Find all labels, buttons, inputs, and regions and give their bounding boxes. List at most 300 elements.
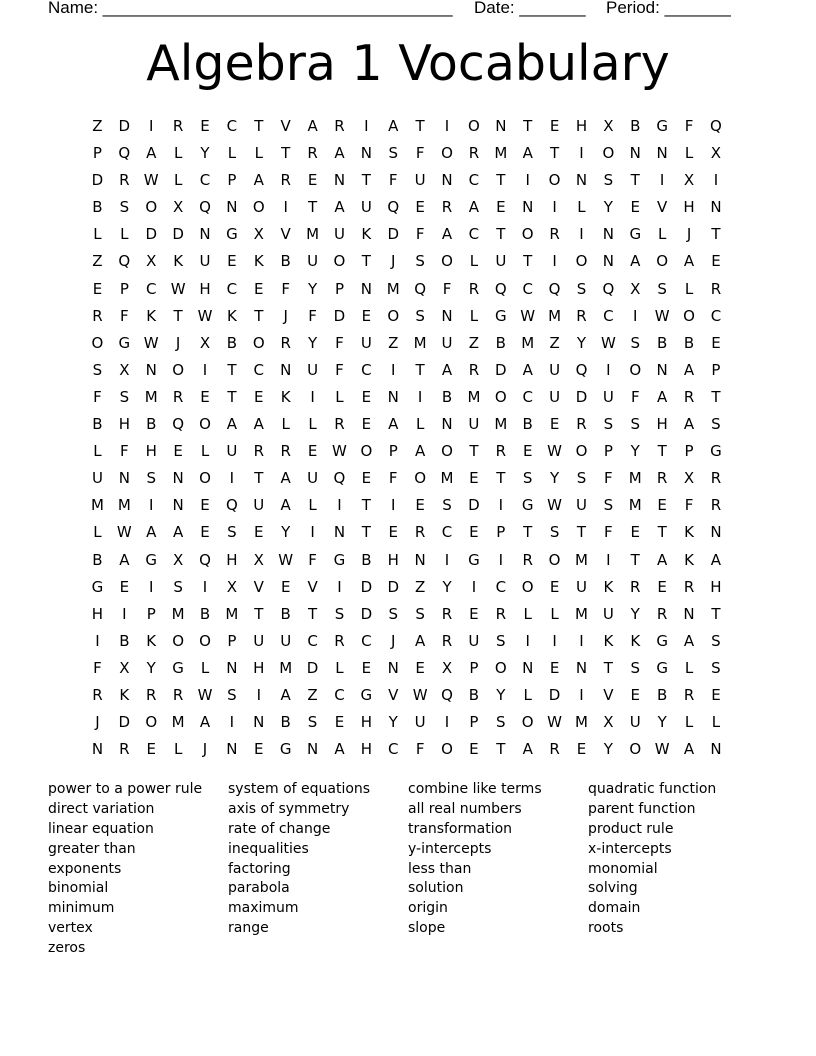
grid-letter[interactable]: A (334, 144, 345, 163)
grid-letter[interactable]: I (202, 360, 208, 379)
grid-letter[interactable]: D (575, 387, 588, 406)
grid-letter[interactable]: S (442, 496, 452, 515)
grid-letter[interactable]: B (522, 415, 533, 434)
grid-letter[interactable]: A (146, 523, 157, 542)
grid-letter[interactable]: O (252, 198, 265, 217)
grid-letter[interactable]: O (441, 252, 453, 271)
grid-letter[interactable]: X (172, 198, 184, 217)
grid-letter[interactable]: J (175, 333, 181, 352)
grid-letter[interactable]: K (603, 631, 614, 650)
grid-letter[interactable]: M (117, 496, 131, 515)
grid-letter[interactable]: T (254, 604, 264, 623)
grid-letter[interactable]: P (388, 442, 398, 461)
grid-letter[interactable]: N (441, 415, 453, 434)
grid-letter[interactable]: D (387, 577, 400, 596)
grid-letter[interactable]: F (684, 117, 694, 135)
grid-letter[interactable]: A (253, 415, 264, 434)
grid-letter[interactable]: R (92, 685, 103, 704)
grid-letter[interactable]: E (200, 496, 210, 515)
grid-letter[interactable]: N (575, 658, 588, 677)
grid-letter[interactable]: G (145, 550, 158, 569)
grid-letter[interactable]: S (711, 415, 721, 434)
grid-letter[interactable]: L (120, 225, 129, 244)
grid-letter[interactable]: C (361, 631, 372, 650)
grid-letter[interactable]: I (579, 144, 584, 163)
grid-letter[interactable]: M (548, 306, 562, 325)
grid-letter[interactable]: C (145, 279, 157, 298)
grid-letter[interactable]: U (307, 360, 319, 379)
grid-letter[interactable]: N (683, 604, 695, 623)
grid-letter[interactable]: S (576, 469, 587, 488)
grid-letter[interactable]: P (119, 279, 129, 298)
grid-letter[interactable]: S (307, 713, 318, 732)
grid-letter[interactable]: U (253, 631, 265, 650)
grid-letter[interactable]: L (93, 442, 102, 461)
grid-letter[interactable]: U (253, 496, 265, 515)
grid-letter[interactable]: P (227, 631, 237, 650)
grid-letter[interactable]: Q (575, 360, 588, 379)
grid-letter[interactable]: M (521, 333, 535, 352)
grid-letter[interactable]: H (575, 117, 588, 135)
grid-letter[interactable]: O (494, 658, 507, 677)
grid-letter[interactable]: M (467, 387, 481, 406)
grid-letter[interactable]: B (92, 550, 103, 569)
grid-letter[interactable]: V (307, 577, 318, 596)
grid-letter[interactable]: Q (441, 685, 453, 704)
grid-letter[interactable]: I (229, 713, 235, 732)
grid-letter[interactable]: N (360, 144, 372, 163)
grid-letter[interactable]: F (442, 279, 452, 298)
grid-letter[interactable]: E (146, 740, 156, 759)
grid-letter[interactable]: M (494, 415, 508, 434)
grid-letter[interactable]: J (202, 740, 208, 759)
grid-letter[interactable]: V (280, 225, 291, 244)
grid-letter[interactable]: I (391, 360, 396, 379)
grid-letter[interactable]: L (469, 306, 479, 325)
grid-letter[interactable]: Q (494, 279, 507, 298)
grid-letter[interactable]: N (145, 360, 157, 379)
grid-letter[interactable]: W (412, 685, 428, 704)
grid-letter[interactable]: A (683, 631, 695, 650)
grid-letter[interactable]: M (171, 604, 185, 623)
grid-letter[interactable]: I (149, 577, 154, 596)
grid-letter[interactable]: S (415, 604, 425, 623)
grid-letter[interactable]: T (603, 658, 613, 677)
grid-letter[interactable]: I (149, 117, 154, 135)
grid-letter[interactable]: B (280, 604, 291, 623)
grid-letter[interactable]: T (307, 198, 318, 217)
grid-letter[interactable]: B (468, 685, 480, 704)
grid-letter[interactable]: X (226, 577, 238, 596)
grid-letter[interactable]: I (444, 550, 450, 569)
grid-letter[interactable]: M (413, 333, 427, 352)
grid-letter[interactable]: Z (388, 333, 399, 352)
grid-letter[interactable]: F (388, 171, 398, 190)
grid-letter[interactable]: R (549, 225, 560, 244)
grid-letter[interactable]: S (334, 604, 345, 623)
grid-letter[interactable]: E (630, 198, 640, 217)
grid-letter[interactable]: N (280, 360, 292, 379)
grid-letter[interactable]: M (628, 469, 642, 488)
grid-letter[interactable]: R (495, 442, 507, 461)
grid-letter[interactable]: E (254, 523, 264, 542)
grid-letter[interactable]: M (575, 713, 588, 732)
grid-letter[interactable]: M (225, 604, 239, 623)
grid-letter[interactable]: R (576, 415, 587, 434)
grid-letter[interactable]: M (386, 279, 400, 298)
grid-letter[interactable]: O (387, 306, 400, 325)
grid-letter[interactable]: S (603, 415, 614, 434)
grid-letter[interactable]: R (495, 604, 507, 623)
grid-letter[interactable]: F (120, 442, 129, 461)
grid-letter[interactable]: E (549, 577, 560, 596)
grid-letter[interactable]: I (310, 523, 315, 542)
grid-letter[interactable]: A (172, 523, 184, 542)
grid-letter[interactable]: D (333, 306, 346, 325)
grid-letter[interactable]: G (521, 496, 534, 515)
grid-letter[interactable]: I (337, 577, 342, 596)
grid-letter[interactable]: I (552, 631, 557, 650)
grid-letter[interactable]: C (361, 360, 372, 379)
grid-letter[interactable]: S (119, 387, 130, 406)
grid-letter[interactable]: L (93, 225, 102, 244)
grid-letter[interactable]: Y (630, 604, 640, 623)
grid-letter[interactable]: M (90, 496, 104, 515)
grid-letter[interactable]: L (550, 604, 559, 623)
grid-letter[interactable]: K (361, 225, 372, 244)
grid-letter[interactable]: T (711, 604, 721, 623)
grid-letter[interactable]: T (711, 225, 721, 244)
grid-letter[interactable]: M (628, 496, 642, 515)
grid-letter[interactable]: A (683, 415, 695, 434)
grid-letter[interactable]: E (711, 685, 721, 704)
grid-letter[interactable]: R (280, 442, 291, 461)
grid-letter[interactable]: R (441, 198, 453, 217)
grid-letter[interactable]: X (710, 144, 722, 163)
grid-letter[interactable]: C (253, 360, 265, 379)
grid-letter[interactable]: E (388, 523, 398, 542)
grid-letter[interactable]: A (280, 496, 291, 515)
grid-letter[interactable]: N (629, 144, 641, 163)
grid-letter[interactable]: Z (468, 333, 480, 352)
grid-letter[interactable]: O (441, 442, 453, 461)
grid-letter[interactable]: B (199, 604, 211, 623)
grid-letter[interactable]: U (226, 442, 238, 461)
grid-letter[interactable]: N (333, 523, 346, 542)
grid-letter[interactable]: R (522, 550, 533, 569)
grid-letter[interactable]: E (119, 577, 130, 596)
grid-letter[interactable]: G (468, 550, 480, 569)
grid-letter[interactable]: S (711, 658, 721, 677)
grid-letter[interactable]: C (388, 740, 399, 759)
grid-letter[interactable]: D (360, 604, 373, 623)
grid-letter[interactable]: R (334, 631, 345, 650)
grid-letter[interactable]: H (91, 604, 104, 623)
grid-letter[interactable]: T (173, 306, 183, 325)
grid-letter[interactable]: N (360, 279, 372, 298)
grid-letter[interactable]: B (92, 198, 103, 217)
grid-letter[interactable]: D (360, 577, 373, 596)
grid-letter[interactable]: Y (657, 713, 667, 732)
grid-letter[interactable]: I (417, 387, 423, 406)
grid-letter[interactable]: G (494, 306, 507, 325)
grid-letter[interactable]: R (710, 469, 722, 488)
grid-letter[interactable]: Z (92, 252, 103, 271)
grid-letter[interactable]: O (172, 631, 185, 650)
grid-letter[interactable]: Y (200, 144, 210, 163)
grid-letter[interactable]: R (119, 740, 130, 759)
grid-letter[interactable]: K (146, 306, 157, 325)
grid-letter[interactable]: U (602, 604, 614, 623)
grid-letter[interactable]: L (469, 252, 479, 271)
grid-letter[interactable]: I (256, 685, 261, 704)
grid-letter[interactable]: D (495, 360, 507, 379)
grid-letter[interactable]: T (361, 523, 371, 542)
grid-letter[interactable]: W (197, 306, 213, 325)
grid-letter[interactable]: W (170, 279, 186, 298)
grid-letter[interactable]: A (522, 360, 533, 379)
grid-letter[interactable]: I (310, 387, 315, 406)
grid-letter[interactable]: D (145, 225, 157, 244)
grid-letter[interactable]: N (441, 306, 453, 325)
grid-letter[interactable]: U (307, 469, 319, 488)
grid-letter[interactable]: E (630, 685, 640, 704)
grid-letter[interactable]: N (656, 144, 668, 163)
grid-letter[interactable]: R (307, 144, 318, 163)
grid-letter[interactable]: J (283, 306, 288, 325)
grid-letter[interactable]: Y (576, 333, 587, 352)
grid-letter[interactable]: E (200, 387, 210, 406)
grid-letter[interactable]: J (686, 225, 692, 244)
grid-letter[interactable]: M (144, 387, 158, 406)
grid-letter[interactable]: U (360, 198, 372, 217)
grid-letter[interactable]: Y (550, 469, 560, 488)
grid-letter[interactable]: N (522, 198, 534, 217)
grid-letter[interactable]: F (281, 279, 290, 298)
grid-letter[interactable]: Z (414, 577, 426, 596)
grid-letter[interactable]: O (199, 631, 211, 650)
grid-letter[interactable]: C (710, 306, 722, 325)
grid-letter[interactable]: A (146, 144, 157, 163)
grid-letter[interactable]: R (146, 685, 157, 704)
grid-letter[interactable]: L (577, 198, 586, 217)
grid-letter[interactable]: E (576, 740, 587, 759)
grid-letter[interactable]: R (468, 279, 480, 298)
grid-letter[interactable]: T (630, 171, 640, 190)
grid-letter[interactable]: R (92, 306, 103, 325)
grid-letter[interactable]: A (522, 740, 533, 759)
grid-letter[interactable]: Q (172, 415, 185, 434)
grid-letter[interactable]: R (172, 387, 184, 406)
grid-letter[interactable]: B (630, 117, 641, 135)
grid-letter[interactable]: V (253, 577, 264, 596)
grid-letter[interactable]: T (657, 442, 667, 461)
grid-letter[interactable]: P (334, 279, 344, 298)
grid-letter[interactable]: I (122, 604, 127, 623)
grid-letter[interactable]: M (440, 469, 454, 488)
grid-letter[interactable]: C (468, 171, 480, 190)
grid-letter[interactable]: E (469, 469, 479, 488)
grid-letter[interactable]: I (633, 306, 638, 325)
grid-letter[interactable]: E (280, 577, 291, 596)
grid-letter[interactable]: U (602, 387, 614, 406)
grid-letter[interactable]: R (172, 685, 184, 704)
grid-letter[interactable]: E (469, 604, 479, 623)
grid-letter[interactable]: L (684, 279, 694, 298)
grid-letter[interactable]: S (522, 469, 533, 488)
grid-letter[interactable]: X (441, 658, 453, 677)
grid-letter[interactable]: I (283, 198, 288, 217)
grid-letter[interactable]: F (630, 387, 640, 406)
grid-letter[interactable]: P (146, 604, 156, 623)
grid-letter[interactable]: W (278, 550, 294, 569)
grid-letter[interactable]: P (603, 442, 613, 461)
grid-letter[interactable]: U (549, 387, 561, 406)
grid-letter[interactable]: I (659, 171, 665, 190)
grid-letter[interactable]: L (335, 658, 344, 677)
grid-letter[interactable]: Z (549, 333, 560, 352)
grid-letter[interactable]: T (523, 117, 533, 135)
grid-letter[interactable]: U (360, 333, 372, 352)
grid-letter[interactable]: R (253, 442, 264, 461)
grid-letter[interactable]: W (116, 523, 132, 542)
grid-letter[interactable]: O (629, 740, 642, 759)
grid-letter[interactable]: I (498, 496, 504, 515)
grid-letter[interactable]: L (523, 685, 532, 704)
grid-letter[interactable]: U (468, 415, 480, 434)
grid-letter[interactable]: U (549, 360, 561, 379)
grid-letter[interactable]: W (143, 333, 159, 352)
grid-letter[interactable]: E (200, 117, 210, 135)
grid-letter[interactable]: N (387, 658, 399, 677)
grid-letter[interactable]: S (496, 713, 506, 732)
grid-letter[interactable]: L (657, 225, 667, 244)
grid-letter[interactable]: N (602, 225, 614, 244)
grid-letter[interactable]: S (657, 279, 667, 298)
grid-letter[interactable]: W (332, 442, 347, 461)
grid-letter[interactable]: N (414, 550, 426, 569)
grid-letter[interactable]: I (498, 550, 504, 569)
grid-letter[interactable]: T (657, 523, 667, 542)
grid-letter[interactable]: E (254, 740, 264, 759)
grid-letter[interactable]: S (227, 523, 237, 542)
grid-letter[interactable]: E (711, 252, 721, 271)
grid-letter[interactable]: U (414, 171, 426, 190)
grid-letter[interactable]: G (172, 658, 184, 677)
grid-letter[interactable]: N (710, 740, 722, 759)
grid-letter[interactable]: R (710, 279, 722, 298)
grid-letter[interactable]: R (683, 577, 695, 596)
grid-letter[interactable]: M (171, 713, 185, 732)
grid-letter[interactable]: E (469, 740, 479, 759)
grid-letter[interactable]: X (603, 117, 614, 135)
grid-letter[interactable]: B (495, 333, 506, 352)
grid-letter[interactable]: Y (496, 685, 506, 704)
grid-letter[interactable]: K (603, 577, 614, 596)
grid-letter[interactable]: I (391, 496, 396, 515)
grid-letter[interactable]: I (364, 117, 369, 135)
grid-letter[interactable]: K (630, 631, 641, 650)
grid-letter[interactable]: X (683, 171, 695, 190)
grid-letter[interactable]: B (280, 713, 291, 732)
grid-letter[interactable]: F (308, 550, 317, 569)
grid-letter[interactable]: X (630, 279, 641, 298)
grid-letter[interactable]: Q (118, 252, 131, 271)
grid-letter[interactable]: B (280, 252, 291, 271)
grid-letter[interactable]: T (227, 360, 237, 379)
grid-letter[interactable]: I (337, 496, 342, 515)
grid-letter[interactable]: H (226, 550, 238, 569)
grid-letter[interactable]: O (521, 577, 534, 596)
grid-letter[interactable]: I (606, 360, 611, 379)
grid-letter[interactable]: N (226, 740, 238, 759)
grid-letter[interactable]: H (253, 658, 265, 677)
grid-letter[interactable]: O (91, 333, 104, 352)
grid-letter[interactable]: K (253, 252, 264, 271)
grid-letter[interactable]: R (172, 117, 184, 135)
grid-letter[interactable]: S (415, 252, 425, 271)
grid-letter[interactable]: A (415, 631, 426, 650)
grid-letter[interactable]: S (630, 415, 641, 434)
grid-letter[interactable]: G (360, 685, 373, 704)
grid-letter[interactable]: A (441, 225, 453, 244)
grid-letter[interactable]: T (523, 252, 533, 271)
grid-letter[interactable]: S (388, 604, 398, 623)
grid-letter[interactable]: H (710, 577, 722, 596)
grid-letter[interactable]: P (469, 713, 479, 732)
grid-letter[interactable]: A (683, 360, 695, 379)
grid-letter[interactable]: R (656, 604, 668, 623)
grid-letter[interactable]: T (576, 523, 587, 542)
grid-letter[interactable]: O (172, 360, 185, 379)
grid-letter[interactable]: O (494, 387, 507, 406)
grid-letter[interactable]: R (441, 604, 453, 623)
grid-letter[interactable]: C (307, 631, 318, 650)
grid-letter[interactable]: T (496, 171, 506, 190)
grid-letter[interactable]: G (118, 333, 131, 352)
grid-letter[interactable]: T (550, 144, 560, 163)
grid-letter[interactable]: H (683, 198, 695, 217)
grid-letter[interactable]: T (254, 117, 264, 135)
grid-letter[interactable]: T (496, 740, 506, 759)
grid-letter[interactable]: N (333, 171, 346, 190)
grid-letter[interactable]: D (172, 225, 184, 244)
grid-letter[interactable]: A (334, 740, 345, 759)
grid-letter[interactable]: X (146, 252, 157, 271)
grid-letter[interactable]: R (630, 577, 641, 596)
grid-letter[interactable]: B (683, 333, 695, 352)
grid-letter[interactable]: R (414, 523, 426, 542)
grid-letter[interactable]: I (202, 577, 208, 596)
grid-letter[interactable]: K (226, 306, 237, 325)
grid-letter[interactable]: C (603, 306, 614, 325)
grid-letter[interactable]: L (93, 523, 102, 542)
grid-letter[interactable]: U (414, 713, 426, 732)
grid-letter[interactable]: Q (199, 550, 211, 569)
grid-letter[interactable]: R (334, 415, 345, 434)
grid-letter[interactable]: N (656, 360, 668, 379)
grid-letter[interactable]: Q (118, 144, 131, 163)
grid-letter[interactable]: M (279, 658, 293, 677)
grid-letter[interactable]: Z (92, 117, 103, 135)
grid-letter[interactable]: L (254, 144, 263, 163)
grid-letter[interactable]: S (603, 171, 614, 190)
grid-letter[interactable]: O (521, 225, 534, 244)
grid-letter[interactable]: L (173, 740, 183, 759)
grid-letter[interactable]: E (307, 171, 318, 190)
grid-letter[interactable]: A (657, 387, 668, 406)
grid-letter[interactable]: R (280, 333, 291, 352)
